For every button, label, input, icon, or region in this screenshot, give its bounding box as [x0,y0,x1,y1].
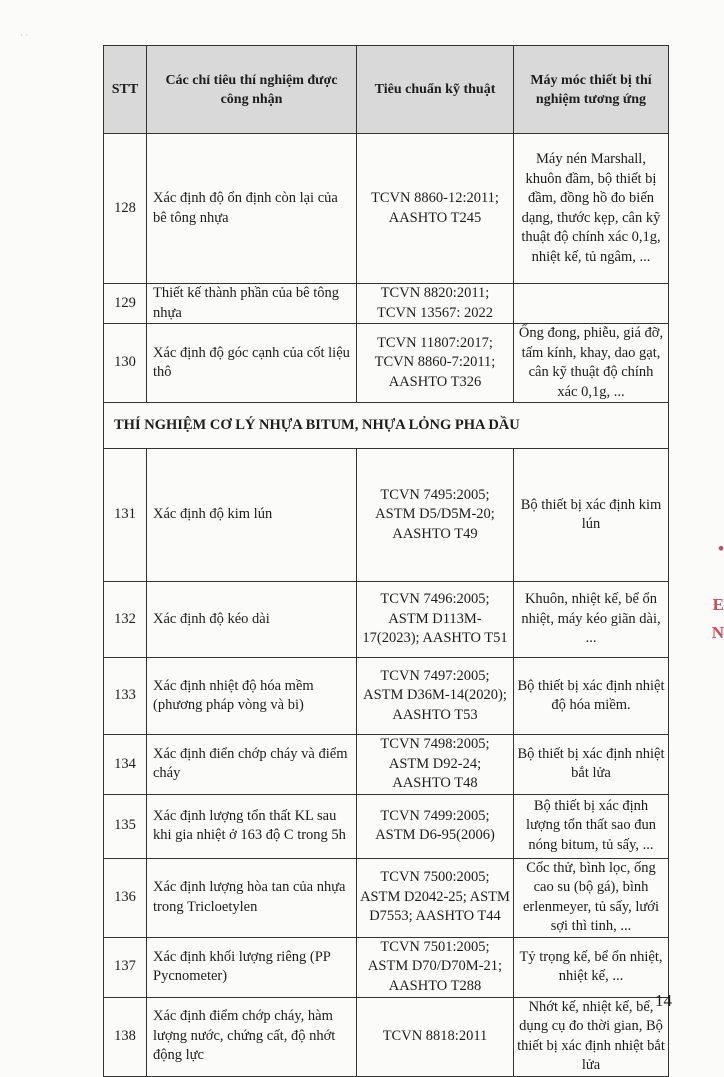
row-criteria: Xác định điểm chớp cháy, hàm lượng nước, chứng cất, độ nhớt động lực [147,997,357,1076]
row-stt: 128 [104,134,147,284]
row-equipment: Bộ thiết bị xác định nhiệt độ hóa miềm. [514,658,669,735]
row-stt: 131 [104,449,147,582]
row-standard: TCVN 11807:2017; TCVN 8860-7:2011; AASHTO T326 [357,324,514,403]
row-stt: 136 [104,858,147,937]
row-standard: TCVN 7500:2005; ASTM D2042-25; ASTM D7553; AASHTO T44 [357,858,514,937]
row-standard: TCVN 8820:2011; TCVN 13567: 2022 [357,284,514,324]
row-criteria: Xác định độ kéo dài [147,582,357,658]
row-criteria: Xác định độ ổn định còn lại của bê tông nhựa [147,134,357,284]
red-stamp-fragment: • E N [711,539,724,642]
table-row [104,134,669,284]
row-standard: TCVN 7495:2005; ASTM D5/D5M-20; AASHTO T49 [357,449,514,582]
row-criteria: Xác định độ góc cạnh của cốt liệu thô [147,324,357,403]
row-criteria: Xác định khối lượng riêng (PP Pycnometer) [147,937,357,997]
accreditation-table [103,45,668,1073]
table-row [104,449,669,582]
row-stt: 138 [104,997,147,1076]
row-equipment: Máy nén Marshall, khuôn đầm, bộ thiết bị đầm, đồng hồ đo biến dạng, thước kẹp, cân kỹ thuật độ chính xác 0,1g, nhiệt kế, tủ ngâm, ... [514,134,669,284]
row-stt: 129 [104,284,147,324]
row-equipment [514,284,669,324]
scan-specks: · · [20,30,29,40]
row-standard: TCVN 7497:2005; ASTM D36M-14(2020); AASHTO T53 [357,658,514,735]
row-equipment: Bộ thiết bị xác định lượng tổn thất sao đun nóng bitum, tủ sấy, ... [514,794,669,858]
section-row [104,403,669,449]
row-criteria: Xác định lượng tổn thất KL sau khi gia nhiệt ở 163 độ C trong 5h [147,794,357,858]
row-criteria: Xác định điển chớp cháy và điểm cháy [147,735,357,795]
table-header-row [104,46,669,134]
row-stt: 130 [104,324,147,403]
table-row [104,858,669,937]
header-criteria: Các chỉ tiêu thí nghiệm được công nhận [147,46,357,134]
table-row [104,582,669,658]
row-standard: TCVN 7499:2005; ASTM D6-95(2006) [357,794,514,858]
table-row [104,997,669,1076]
row-equipment: Nhớt kế, nhiệt kế, bể, dụng cụ đo thời gian, Bộ thiết bị xác định nhiệt bắt lửa [514,997,669,1076]
row-stt: 132 [104,582,147,658]
table-row [104,735,669,795]
row-equipment: Cốc thử, bình lọc, ống cao su (bộ gá), bình erlenmeyer, tủ sấy, lưới sợi thì tinh, ... [514,858,669,937]
row-criteria: Thiết kế thành phần của bê tông nhựa [147,284,357,324]
row-equipment: Bộ thiết bị xác định kim lún [514,449,669,582]
table-row [104,324,669,403]
row-equipment: Bộ thiết bị xác định nhiệt bắt lửa [514,735,669,795]
table-row [104,284,669,324]
row-equipment: Khuôn, nhiệt kế, bể ổn nhiệt, máy kéo giãn dài, ... [514,582,669,658]
header-stt: STT [104,46,147,134]
row-stt: 135 [104,794,147,858]
page-number: 14 [655,991,672,1010]
row-standard: TCVN 7498:2005; ASTM D92-24; AASHTO T48 [357,735,514,795]
row-stt: 134 [104,735,147,795]
row-stt: 133 [104,658,147,735]
row-standard: TCVN 7496:2005; ASTM D113M-17(2023); AASHTO T51 [357,582,514,658]
table-row [104,658,669,735]
row-criteria: Xác định độ kim lún [147,449,357,582]
table-row [104,937,669,997]
row-equipment: Tỷ trọng kế, bể ổn nhiệt, nhiệt kế, ... [514,937,669,997]
header-equipment: Máy móc thiết bị thí nghiệm tương ứng [514,46,669,134]
header-standard: Tiêu chuẩn kỹ thuật [357,46,514,134]
row-standard: TCVN 8860-12:2011; AASHTO T245 [357,134,514,284]
row-equipment: Ống đong, phiễu, giá đỡ, tấm kính, khay, dao gạt, cân kỹ thuật độ chính xác 0,1g, ... [514,324,669,403]
row-criteria: Xác định nhiệt độ hóa mềm (phương pháp vòng và bi) [147,658,357,735]
row-standard: TCVN 8818:2011 [357,997,514,1076]
row-standard: TCVN 7501:2005; ASTM D70/D70M-21; AASHTO T288 [357,937,514,997]
row-criteria: Xác định lượng hòa tan của nhựa trong Tricloetylen [147,858,357,937]
table-row [104,794,669,858]
row-stt: 137 [104,937,147,997]
section-title: THÍ NGHIỆM CƠ LÝ NHỰA BITUM, NHỰA LỎNG PHA DẦU [104,403,669,449]
